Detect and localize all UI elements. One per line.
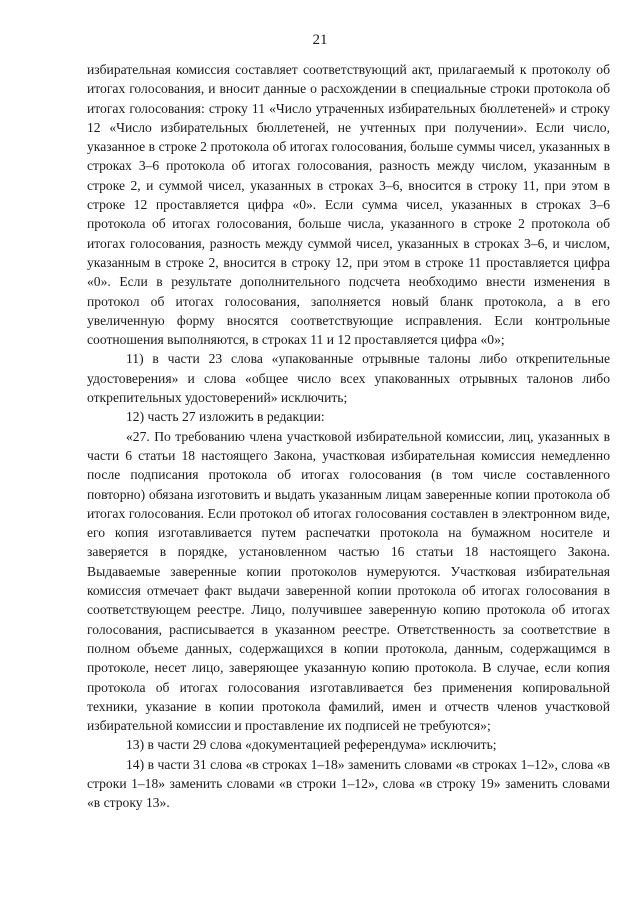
- paragraph-part-27: «27. По требованию члена участковой избирательной комиссии, лиц, указанных в части 6 статьи 18 настоящего Закона, участковая избирательная комиссия немедленно после подписания протокола об итогах голосования (в том числе составленного повторно) обязана изготовить и выдать указанным лицам заверенные копии протокола об итогах голосования. Если протокол об итогах голосования составлен в электронном виде, его копия изготавливается путем распечатки протокола на бумажном носителе и заверяется в порядке, установленном частью 16 статьи 18 настоящего Закона. Выдаваемые заверенные копии протоколов нумеруются. Участковая избирательная комиссия отмечает факт выдачи заверенной копии протокола об итогах голосования в соответствующем реестре. Лицо, получившее заверенную копию протокола об итогах голосования, расписывается в указанном реестре. Ответственность за соответствие в полном объеме данных, содержащихся в копии протокола, данным, содержащимся в протоколе, несет лицо, заверяющее указанную копию протокола. В случае, если копия протокола об итогах голосования изготавливается без применения копировальной техники, указание в копии протокола фамилий, имен и отчеств членов участковой избирательной комиссии и проставление их подписей не требуются»;: [87, 428, 610, 734]
- document-body: [87, 60, 610, 813]
- page-number: 21: [312, 32, 328, 48]
- paragraph-continuation: избирательная комиссия составляет соответствующий акт, прилагаемый к протоколу об итогах голосования, и вносит данные о расхождении в специальные строки протокола об итогах голосования: строку 11 «Число утраченных избирательных бюллетеней» и строку 12 «Число избирательных бюллетеней, не учтенных при получении». Если число, указанное в строке 2 протокола об итогах голосования, больше суммы чисел, указанных в строках 3–6 протокола об итогах голосования, разность между числом, указанным в строке 2, и суммой чисел, указанных в строках 3–6, вносится в строку 11, при этом в строке 12 проставляется цифра «0». Если сумма чисел, указанных в строках 3–6 протокола об итогах голосования, больше числа, указанного в строке 2 протокола об итогах голосования, разность между суммой чисел, указанных в строках 3–6, и числом, указанным в строке 2, вносится в строку 12, при этом в строке 11 проставляется цифра «0». Если в результате дополнительного подсчета необходимо внести изменения в протокол об итогах голосования, заполняется новый бланк протокола, а в его увеличенную форму вносятся соответствующие исправления. Если контрольные соотношения выполняются, в строках 11 и 12 проставляется цифра «0»;: [87, 62, 610, 348]
- paragraph-item-12: 12) часть 27 изложить в редакции:: [126, 409, 325, 425]
- paragraph-item-14: 14) в части 31 слова «в строках 1–18» заменить словами «в строках 1–12», слова «в строки 1–18» заменить словами «в строки 1–12», слова «в строку 19» заменить словами «в строку 13».: [87, 756, 610, 811]
- paragraph-item-11: 11) в части 23 слова «упакованные отрывные талоны либо открепительные удостоверения» и слова «общее число всех упакованных отрывных талонов либо открепительных удостоверений» исключить;: [87, 351, 610, 406]
- paragraph-item-13: 13) в части 29 слова «документацией референдума» исключить;: [126, 737, 497, 753]
